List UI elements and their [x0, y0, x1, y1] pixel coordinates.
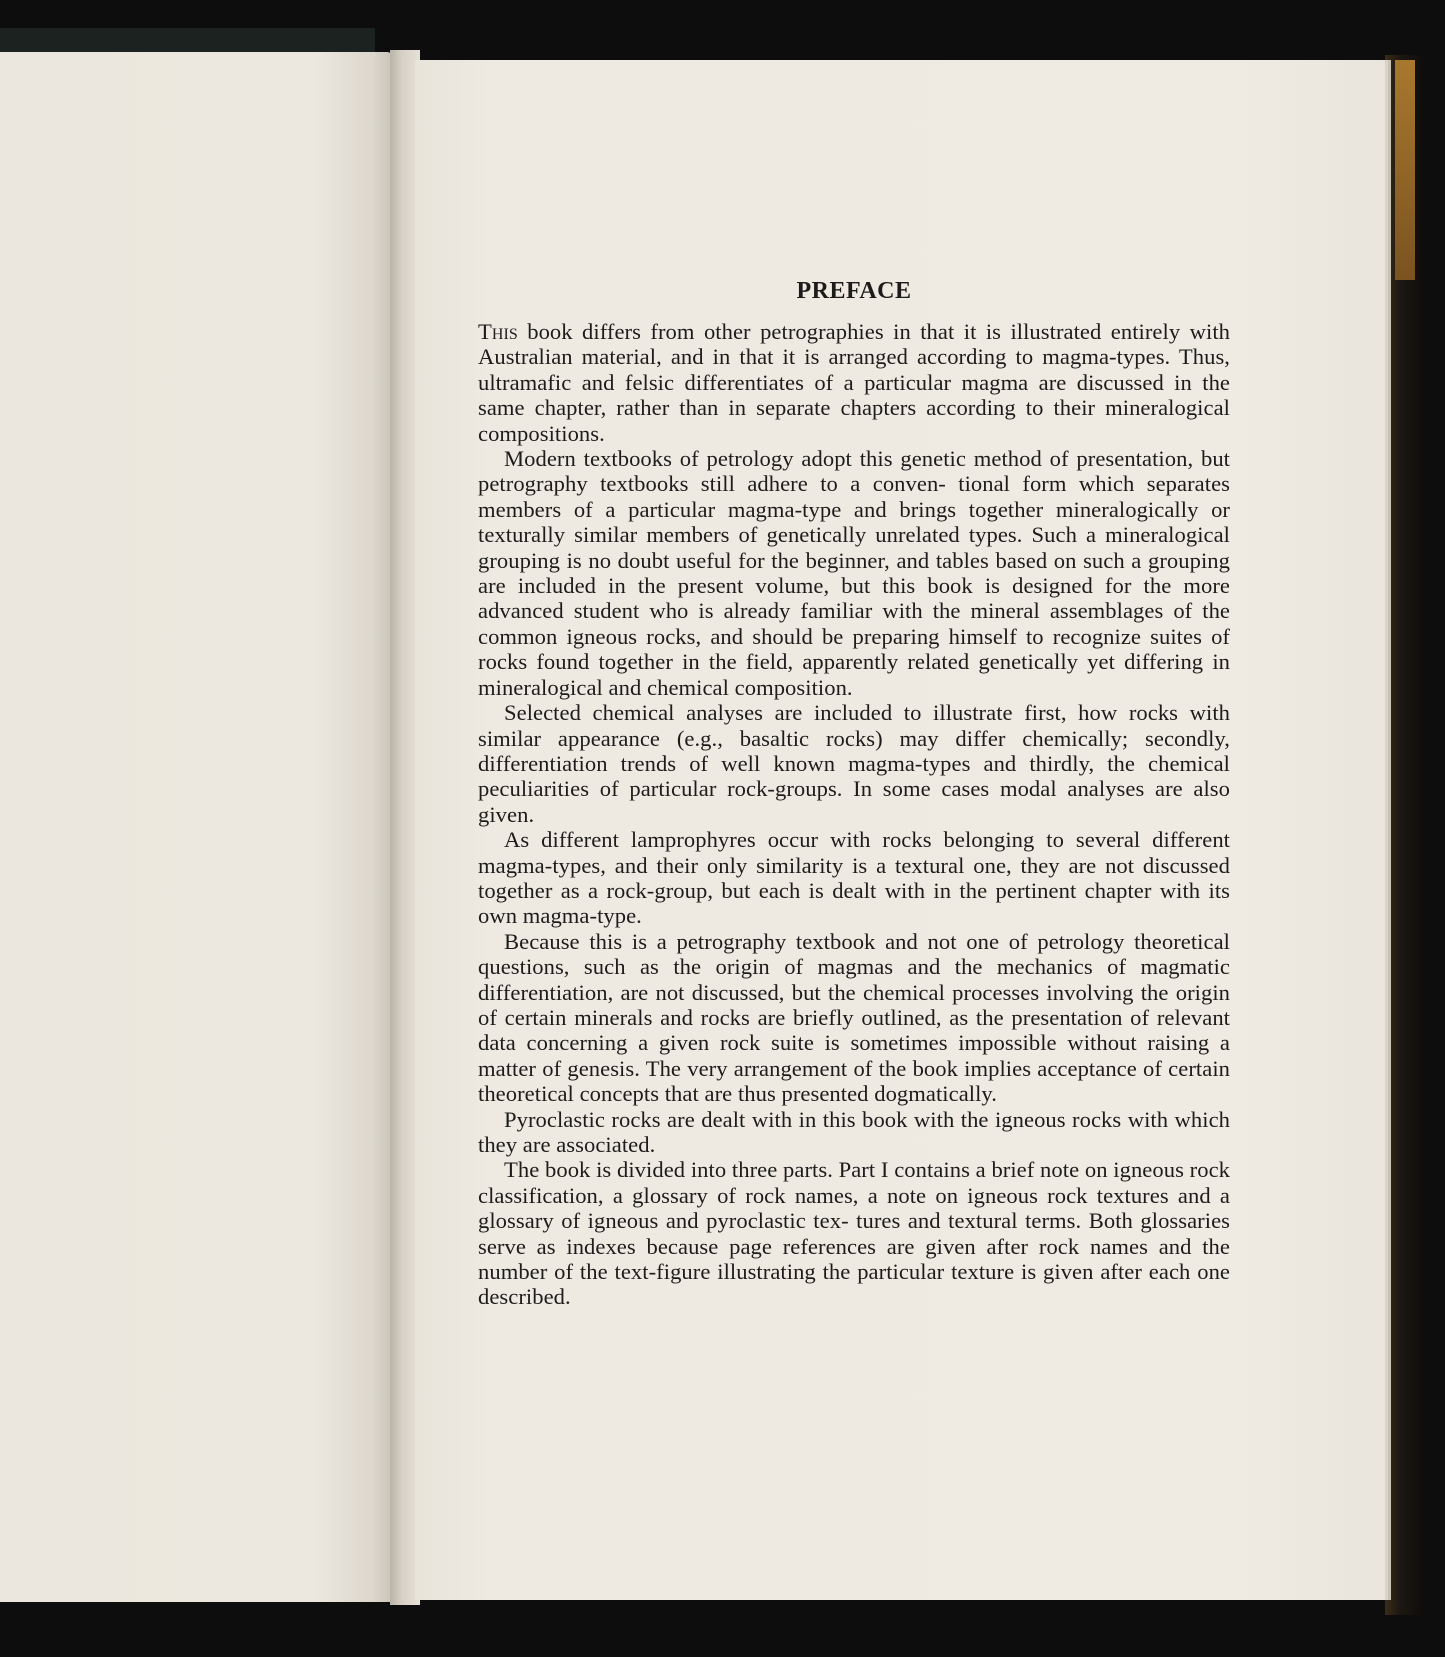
- paragraph-5: Because this is a petrography textbook and not one of petrology theoretical questions, such as the origin of magmas and the mechanics of magmatic differentiation, are not discussed, but the chemical processes involving the origin of certain minerals and rocks are briefly outlined, as the presentation of relevant data concerning a given rock suite is sometimes impossible without raising a matter of genesis. The very arrangement of the book implies acceptance of certain theoretical concepts that are thus presented dogmatically.: [478, 928, 1230, 1107]
- page-heading: PREFACE: [796, 278, 912, 304]
- preface-text: [478, 276, 1230, 1310]
- paragraph-6: Pyroclastic rocks are dealt with in this book with the igneous rocks with which they are associated.: [478, 1106, 1230, 1157]
- paragraph-lead-word: This: [478, 319, 518, 344]
- book-cover-edge-strip: [1395, 60, 1415, 280]
- paragraph-4: As different lamprophyres occur with rocks belonging to several different magma-types, and their only similarity is a textural one, they are not discussed together as a rock-group, but each is dealt with in the pertinent chapter with its own magma-type.: [478, 827, 1230, 929]
- paragraph-2: Modern textbooks of petrology adopt this genetic method of presentation, but petrography textbooks still adhere to a conven- tional form which separates members of a particular magma-type and brings together mineralogically or texturally similar members of genetically unrelated types. Such a mineralogical grouping is no doubt useful for the beginner, and tables based on such a grouping are included in the present volume, but this book is designed for the more advanced student who is already familiar with the mineral assemblages of the common igneous rocks, and should be preparing himself to recognize suites of rocks found together in the field, apparently related genetically yet differing in mineralogical and chemical composition.: [478, 446, 1230, 700]
- left-page-blank: [0, 52, 393, 1602]
- book-cover-right: [1385, 55, 1423, 1615]
- paragraph-7: The book is divided into three parts. Part I contains a brief note on igneous rock classification, a glossary of rock names, a note on igneous rock textures and a glossary of igneous and pyroclastic tex- tures and textural terms. Both glossaries serve as indexes because page references are given after rock names and the number of the text-figure illustrating the particular texture is given after each one described.: [478, 1157, 1230, 1310]
- paragraph-1-body: book differs from other petrographies in that it is illustrated entirely with Australian material, and in that it is arranged according to magma-types. Thus, ultramafic and felsic differentiates of a particular magma are discussed in the same chapter, rather than in separate chapters according to their mineralogical compositions.: [478, 319, 1230, 446]
- paragraph-1: [478, 319, 1230, 446]
- paragraph-3: Selected chemical analyses are included to illustrate first, how rocks with similar appearance (e.g., basaltic rocks) may differ chemically; secondly, differentiation trends of well known magma-types and thirdly, the chemical peculiarities of particular rock-groups. In some cases modal analyses are also given.: [478, 700, 1230, 827]
